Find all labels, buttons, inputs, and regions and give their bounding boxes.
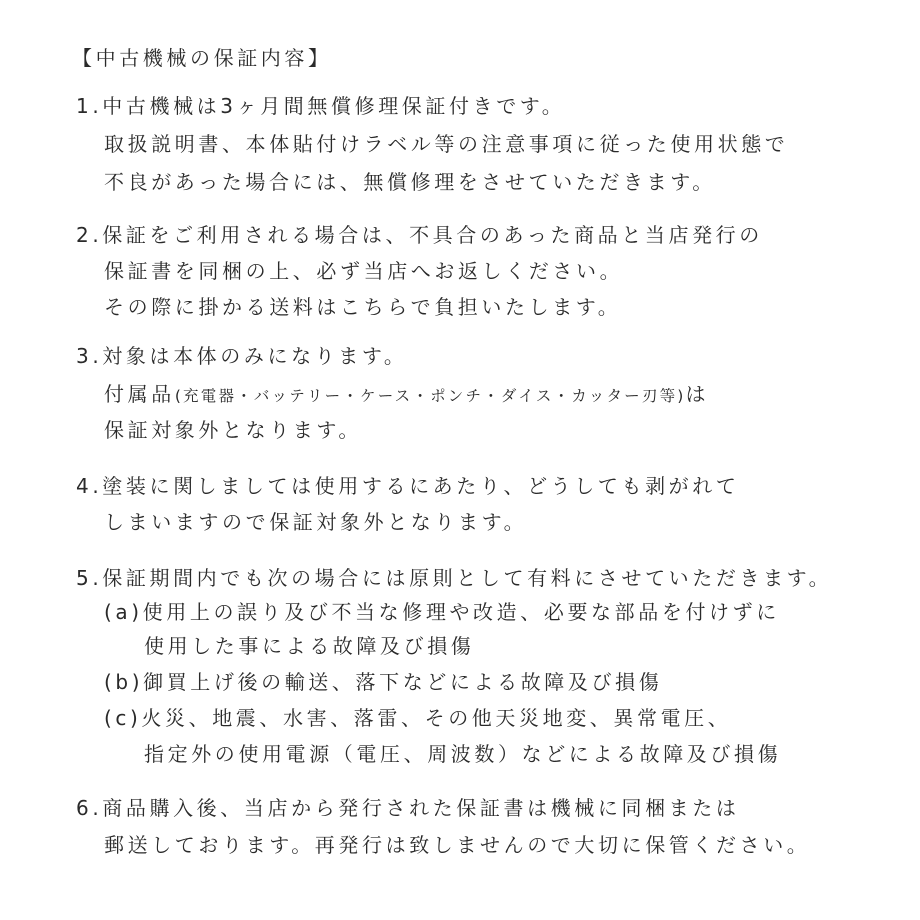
- section-2-heading: 2.保証をご利用される場合は、不具合のあった商品と当店発行の: [76, 223, 763, 247]
- section-4-heading: 4.塗装に関しましては使用するにあたり、どうしても剥がれて: [76, 474, 740, 498]
- section-6-line-2: 郵送しております。再発行は致しませんので大切に保管ください。: [104, 833, 811, 857]
- section-6-heading: 6.商品購入後、当店から発行された保証書は機械に同梱または: [76, 796, 740, 820]
- section-5-item-c: (c)火災、地震、水害、落雷、その他天災地変、異常電圧、: [104, 706, 732, 730]
- document-title: 【中古機械の保証内容】: [72, 46, 332, 70]
- section-1-line-3: 不良があった場合には、無償修理をさせていただきます。: [104, 170, 716, 194]
- section-1-heading: 1.中古機械は3ヶ月間無償修理保証付きです。: [76, 94, 566, 118]
- section-3-accessories-line: [104, 380, 709, 410]
- section-3-line-3: 保証対象外となります。: [104, 418, 362, 442]
- section-5-item-c-cont: 指定外の使用電源（電圧、周波数）などによる故障及び損傷: [144, 742, 782, 766]
- section-4-line-2: しまいますので保証対象外となります。: [104, 510, 528, 534]
- section-5-item-a-cont: 使用した事による故障及び損傷: [144, 634, 475, 658]
- section-5-item-a: (a)使用上の誤り及び不当な修理や改造、必要な部品を付けずに: [104, 600, 780, 624]
- section-5-heading: 5.保証期間内でも次の場合には原則として有料にさせていただきます。: [76, 566, 833, 590]
- accessories-detail: (充電器・バッテリー・ケース・ポンチ・ダイス・カッター刃等): [174, 387, 686, 405]
- section-1-line-2: 取扱説明書、本体貼付けラベル等の注意事項に従った使用状態で: [104, 132, 789, 156]
- accessories-label: 付属品: [104, 382, 175, 406]
- section-2-line-2: 保証書を同梱の上、必ず当店へお返しください。: [104, 259, 624, 283]
- section-3-heading: 3.対象は本体のみになります。: [76, 344, 408, 368]
- section-2-line-3: その際に掛かる送料はこちらで負担いたします。: [104, 295, 622, 319]
- accessories-suffix: は: [685, 382, 710, 406]
- section-5-item-b: (b)御買上げ後の輸送、落下などによる故障及び損傷: [104, 670, 663, 694]
